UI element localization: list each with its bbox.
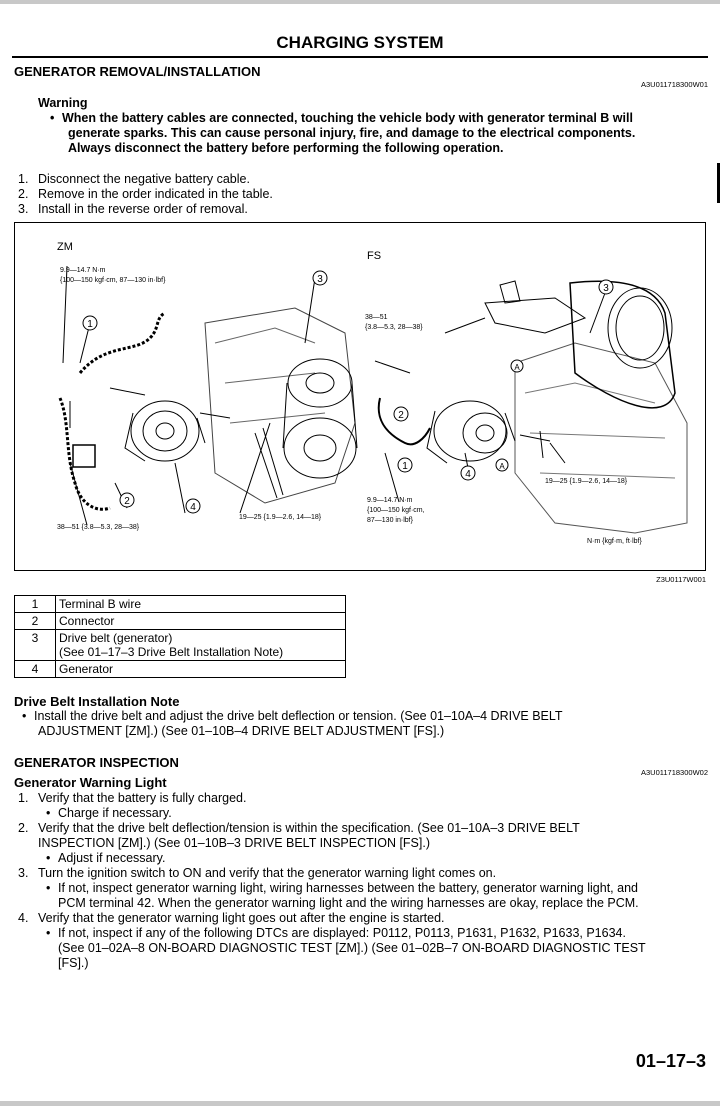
callout-2-fs: 2 bbox=[398, 410, 404, 421]
callout-a-fs-2: A bbox=[499, 462, 505, 471]
warning-text: • When the battery cables are connected, touching the vehicle body with generator terminal B will generate sparks. This can cause personal injury, fire, and damage to the electrical components. Always disconnect the battery before performing the following operation. bbox=[50, 111, 636, 155]
inspection-substep: • If not, inspect if any of the following DTCs are displayed: P0112, P0113, P1631, P1632, P1633, P1634. bbox=[46, 926, 626, 940]
zm-torque-3: 19—25 {1.9—2.6, 14—18} bbox=[239, 514, 322, 521]
removal-step: 2. Remove in the order indicated in the table. bbox=[18, 187, 273, 201]
parts-table bbox=[14, 595, 346, 678]
page-number: 01–17–3 bbox=[635, 1051, 706, 1071]
inspection-step: 4. Verify that the generator warning light goes out after the engine is started. bbox=[18, 911, 445, 925]
inspection-substep-cont: [FS].) bbox=[58, 956, 89, 970]
part-number: 2 bbox=[15, 613, 56, 630]
inspection-step: 1. Verify that the battery is fully charged. bbox=[18, 791, 247, 805]
inspection-steps bbox=[18, 791, 718, 971]
part-name: Connector bbox=[56, 613, 346, 630]
belt-note-line-2: ADJUSTMENT [ZM].) (See 01–10B–4 DRIVE BELT ADJUSTMENT [FS].) bbox=[38, 724, 445, 738]
bottom-border bbox=[0, 1101, 720, 1106]
callout-1-zm: 1 bbox=[87, 319, 93, 330]
zm-label: ZM bbox=[57, 241, 73, 253]
inspection-step: 3. Turn the ignition switch to ON and verify that the generator warning light comes on. bbox=[18, 866, 497, 880]
part-number: 3 bbox=[15, 630, 56, 661]
callout-4-fs: 4 bbox=[465, 469, 471, 480]
figure-code: Z3U0117W001 bbox=[656, 575, 706, 584]
inspection-code: A3U011718300W02 bbox=[641, 768, 708, 777]
fs-torque-3b: {100—150 kgf·cm, bbox=[367, 507, 425, 514]
belt-note-line-1: Install the drive belt and adjust the drive belt deflection or tension. (See 01–10A–4 DRIVE BELT bbox=[34, 709, 563, 723]
warning-label: Warning bbox=[38, 96, 88, 110]
zm-torque-2: 38—51 {3.8—5.3, 28—38} bbox=[57, 524, 140, 531]
part-name: Generator bbox=[56, 661, 346, 678]
fs-torque-3a: 9.9—14.7 N·m bbox=[367, 497, 413, 504]
part-name-cell bbox=[56, 630, 346, 661]
title-rule bbox=[12, 56, 708, 58]
top-border bbox=[0, 0, 720, 4]
removal-heading: GENERATOR REMOVAL/INSTALLATION bbox=[14, 64, 261, 79]
table-row bbox=[15, 613, 346, 630]
fs-torque-2: 19—25 {1.9—2.6, 14—18} bbox=[545, 478, 628, 485]
inspection-substep-cont: PCM terminal 42. When the generator warning light and the wiring harnesses are okay, replace the PCM. bbox=[58, 896, 639, 910]
callout-a-fs: A bbox=[514, 363, 520, 372]
callout-3-fs: 3 bbox=[603, 283, 609, 294]
table-row bbox=[15, 630, 346, 661]
part-note-link[interactable]: (See 01–17–3 Drive Belt Installation Note) bbox=[59, 645, 284, 659]
zm-torque-1b: {100—150 kgf·cm, 87—130 in·lbf} bbox=[60, 277, 166, 284]
inspection-heading: GENERATOR INSPECTION bbox=[14, 755, 179, 770]
removal-steps bbox=[18, 172, 273, 217]
inspection-step-cont: INSPECTION [ZM].) (See 01–10B–3 DRIVE BELT INSPECTION [FS].) bbox=[38, 836, 431, 850]
zm-torque-1a: 9.9—14.7 N·m bbox=[60, 267, 106, 274]
removal-code: A3U011718300W01 bbox=[641, 80, 708, 89]
fs-torque-1b: {3.8—5.3, 28—38} bbox=[365, 324, 423, 331]
warning-line-3: Always disconnect the battery before performing the following operation. bbox=[68, 141, 504, 155]
inspection-substep: • If not, inspect generator warning light, wiring harnesses between the battery, generator warning light, and bbox=[46, 881, 638, 895]
table-row bbox=[15, 661, 346, 678]
removal-step: 3. Install in the reverse order of removal. bbox=[18, 202, 248, 216]
inspection-substep: • Charge if necessary. bbox=[46, 806, 172, 820]
fs-torque-1a: 38—51 bbox=[365, 314, 388, 321]
inspection-subheading: Generator Warning Light bbox=[14, 775, 167, 790]
table-row bbox=[15, 596, 346, 613]
fs-torque-3c: 87—130 in·lbf} bbox=[367, 517, 413, 524]
inspection-step: 2. Verify that the drive belt deflection/tension is within the specification. (See 01–10A–3 DRIVE BELT bbox=[18, 821, 580, 835]
warning-line-2: generate sparks. This can cause personal injury, fire, and damage to the electrical components. bbox=[68, 126, 636, 140]
belt-note-heading: Drive Belt Installation Note bbox=[14, 694, 180, 709]
removal-step: 1. Disconnect the negative battery cable. bbox=[18, 172, 250, 186]
generator-removal-figure bbox=[14, 222, 706, 571]
page-title: CHARGING SYSTEM bbox=[276, 33, 444, 52]
part-name: Terminal B wire bbox=[56, 596, 346, 613]
part-number: 1 bbox=[15, 596, 56, 613]
torque-units: N·m {kgf·m, ft·lbf} bbox=[587, 538, 642, 545]
callout-3-zm: 3 bbox=[317, 274, 323, 285]
part-name: Drive belt (generator) bbox=[59, 631, 173, 645]
fs-label: FS bbox=[367, 250, 382, 262]
part-number: 4 bbox=[15, 661, 56, 678]
callout-1-fs: 1 bbox=[402, 461, 408, 472]
callout-4-zm: 4 bbox=[190, 502, 196, 513]
callout-2-zm: 2 bbox=[124, 496, 130, 507]
figure-illustration bbox=[15, 223, 705, 570]
warning-line-1: When the battery cables are connected, touching the vehicle body with generator terminal B will bbox=[62, 111, 633, 125]
belt-note-text: • Install the drive belt and adjust the drive belt deflection or tension. (See 01–10A–4 DRIVE BELT ADJUSTMENT [ZM].) (See 01–10B–4 DRIVE BELT ADJUSTMENT [FS].) bbox=[22, 709, 563, 738]
inspection-substep-cont: (See 01–02A–8 ON-BOARD DIAGNOSTIC TEST [ZM].) (See 01–02B–7 ON-BOARD DIAGNOSTIC TEST bbox=[58, 941, 646, 955]
inspection-substep: • Adjust if necessary. bbox=[46, 851, 166, 865]
